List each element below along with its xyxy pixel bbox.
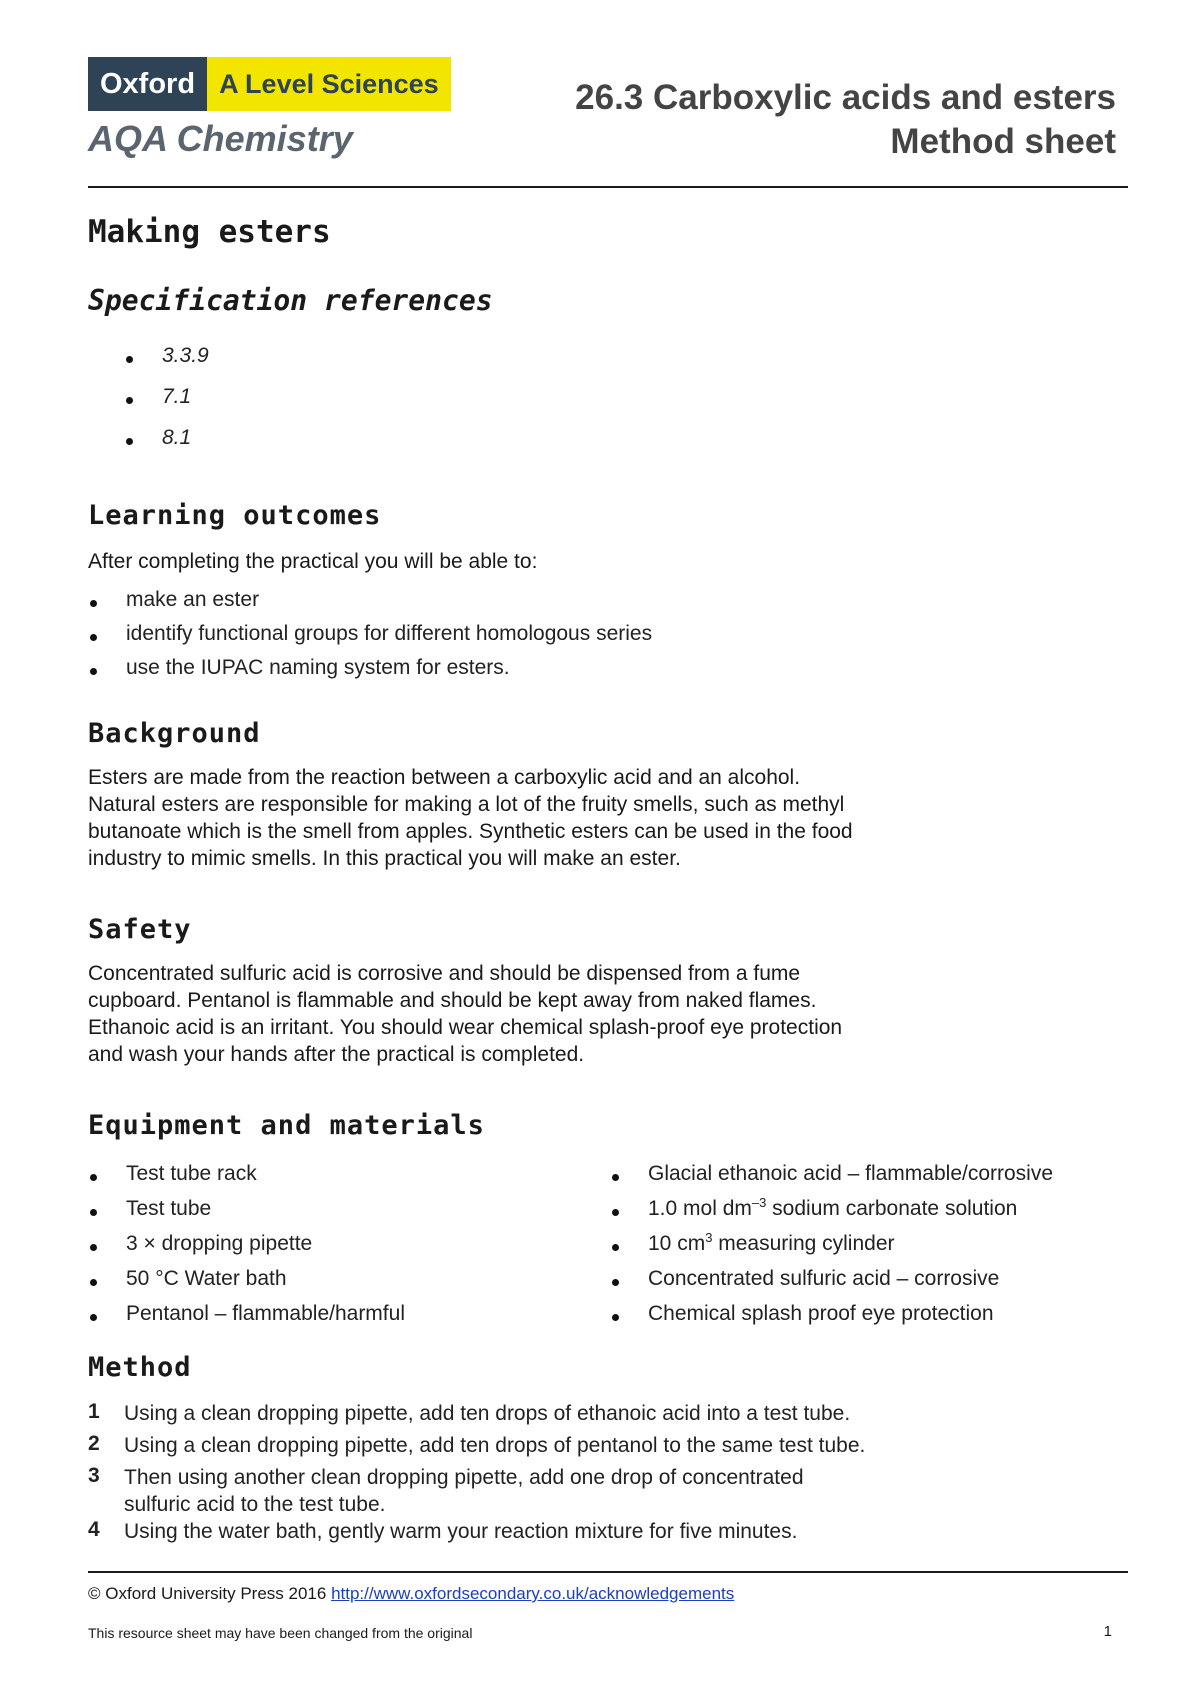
title-type: Method sheet bbox=[890, 122, 1116, 161]
learning-outcomes-intro: After completing the practical you will be able to: bbox=[88, 550, 538, 573]
brand-logo bbox=[88, 57, 451, 111]
bullet-icon bbox=[90, 1174, 97, 1181]
copyright-text: © Oxford University Press 2016 bbox=[88, 1584, 327, 1603]
list-item bbox=[126, 385, 209, 426]
equipment-item: 3 × dropping pipette bbox=[126, 1232, 313, 1255]
text-line: Concentrated sulfuric acid is corrosive and should be dispensed from a fume bbox=[88, 962, 801, 985]
equipment-list-left bbox=[90, 1162, 405, 1337]
equipment-text: 10 cm bbox=[648, 1232, 706, 1255]
bullet-icon bbox=[612, 1314, 619, 1321]
bullet-icon bbox=[90, 1279, 97, 1286]
bullet-icon bbox=[90, 1244, 97, 1251]
equipment-item: Test tube bbox=[126, 1197, 212, 1220]
bullet-icon bbox=[90, 1209, 97, 1216]
safety-heading: Safety bbox=[88, 914, 192, 945]
method-step bbox=[88, 1432, 865, 1464]
list-item bbox=[612, 1232, 1053, 1267]
spec-ref: 3.3.9 bbox=[162, 344, 209, 367]
text-line: industry to mimic smells. In this practical you will make an ester. bbox=[88, 847, 681, 870]
page-heading: Making esters bbox=[88, 214, 331, 250]
list-item bbox=[612, 1302, 1053, 1337]
bullet-icon bbox=[126, 438, 133, 445]
list-item bbox=[612, 1267, 1053, 1302]
bullet-icon bbox=[612, 1244, 619, 1251]
superscript: 3 bbox=[705, 1230, 713, 1245]
equipment-text: 1.0 mol dm bbox=[648, 1197, 752, 1220]
spec-refs-heading: Specification references bbox=[88, 284, 493, 317]
document-title bbox=[575, 76, 1116, 164]
text-line: and wash your hands after the practical is completed. bbox=[88, 1043, 585, 1066]
equipment-item: Test tube rack bbox=[126, 1162, 257, 1185]
outcome: identify functional groups for different homologous series bbox=[126, 622, 653, 645]
step-line: Using a clean dropping pipette, add ten drops of pentanol to the same test tube. bbox=[124, 1434, 866, 1457]
outcome: make an ester bbox=[126, 588, 260, 611]
bullet-icon bbox=[90, 668, 97, 675]
learning-outcomes-heading: Learning outcomes bbox=[88, 500, 382, 531]
header-divider bbox=[88, 186, 1128, 188]
list-item bbox=[90, 1232, 405, 1267]
list-item bbox=[90, 588, 652, 622]
footer-note: This resource sheet may have been changed from the original bbox=[88, 1625, 473, 1641]
list-item bbox=[90, 1302, 405, 1337]
acknowledgements-link[interactable]: http://www.oxfordsecondary.co.uk/acknowledgements bbox=[331, 1584, 735, 1603]
spec-ref: 7.1 bbox=[162, 385, 192, 408]
method-heading: Method bbox=[88, 1352, 192, 1383]
text-line: Esters are made from the reaction between a carboxylic acid and an alcohol. bbox=[88, 766, 801, 789]
brand-a-level-sciences: A Level Sciences bbox=[207, 57, 451, 111]
step-line: sulfuric acid to the test tube. bbox=[124, 1493, 386, 1516]
background-heading: Background bbox=[88, 718, 261, 749]
bullet-icon bbox=[612, 1209, 619, 1216]
step-line: Using a clean dropping pipette, add ten drops of ethanoic acid into a test tube. bbox=[124, 1402, 851, 1425]
bullet-icon bbox=[126, 356, 133, 363]
subject-title: AQA Chemistry bbox=[88, 118, 353, 159]
equipment-item: Pentanol – flammable/harmful bbox=[126, 1302, 405, 1325]
footer-divider bbox=[88, 1571, 1128, 1573]
bullet-icon bbox=[612, 1174, 619, 1181]
equipment-item: Concentrated sulfuric acid – corrosive bbox=[648, 1267, 1000, 1290]
list-item bbox=[90, 1267, 405, 1302]
step-number: 2 bbox=[88, 1432, 100, 1455]
step-line: Then using another clean dropping pipette, add one drop of concentrated bbox=[124, 1466, 804, 1489]
background-paragraph bbox=[88, 764, 988, 872]
bullet-icon bbox=[126, 397, 133, 404]
list-item bbox=[90, 1162, 405, 1197]
method-step bbox=[88, 1464, 865, 1518]
equipment-list-right bbox=[612, 1162, 1053, 1337]
bullet-icon bbox=[612, 1279, 619, 1286]
list-item bbox=[90, 656, 652, 690]
text-line: Natural esters are responsible for making a lot of the fruity smells, such as methyl bbox=[88, 793, 845, 816]
list-item bbox=[612, 1197, 1053, 1232]
safety-paragraph bbox=[88, 960, 988, 1068]
equipment-text: sodium carbonate solution bbox=[766, 1197, 1018, 1220]
step-line: Using the water bath, gently warm your reaction mixture for five minutes. bbox=[124, 1520, 798, 1543]
step-text bbox=[124, 1400, 865, 1427]
spec-ref: 8.1 bbox=[162, 426, 192, 449]
footer-copyright bbox=[88, 1584, 734, 1604]
bullet-icon bbox=[90, 600, 97, 607]
equipment-text: measuring cylinder bbox=[712, 1232, 895, 1255]
spec-refs-list bbox=[126, 344, 209, 467]
list-item bbox=[126, 426, 209, 467]
step-text bbox=[124, 1518, 865, 1545]
list-item bbox=[612, 1162, 1053, 1197]
equipment-item: 50 °C Water bath bbox=[126, 1267, 287, 1290]
step-number: 4 bbox=[88, 1518, 100, 1541]
learning-outcomes-list bbox=[90, 588, 652, 690]
equipment-item bbox=[648, 1232, 1053, 1256]
title-topic: 26.3 Carboxylic acids and esters bbox=[575, 78, 1116, 117]
equipment-item: Chemical splash proof eye protection bbox=[648, 1302, 994, 1325]
superscript: –3 bbox=[751, 1195, 767, 1210]
page-number: 1 bbox=[1103, 1623, 1112, 1640]
method-step bbox=[88, 1400, 865, 1432]
equipment-item bbox=[648, 1197, 1053, 1221]
text-line: cupboard. Pentanol is flammable and should be kept away from naked flames. bbox=[88, 989, 817, 1012]
brand-oxford: Oxford bbox=[88, 57, 207, 111]
equipment-item: Glacial ethanoic acid – flammable/corrosive bbox=[648, 1162, 1054, 1185]
step-number: 1 bbox=[88, 1400, 100, 1423]
list-item bbox=[90, 622, 652, 656]
step-text bbox=[124, 1464, 865, 1518]
text-line: Ethanoic acid is an irritant. You should wear chemical splash-proof eye protection bbox=[88, 1016, 843, 1039]
method-step bbox=[88, 1518, 865, 1550]
step-number: 3 bbox=[88, 1464, 100, 1487]
step-text bbox=[124, 1432, 865, 1459]
list-item bbox=[90, 1197, 405, 1232]
bullet-icon bbox=[90, 1314, 97, 1321]
equipment-heading: Equipment and materials bbox=[88, 1110, 485, 1141]
method-steps bbox=[88, 1400, 865, 1550]
outcome: use the IUPAC naming system for esters. bbox=[126, 656, 510, 679]
list-item bbox=[126, 344, 209, 385]
bullet-icon bbox=[90, 634, 97, 641]
text-line: butanoate which is the smell from apples. Synthetic esters can be used in the food bbox=[88, 820, 853, 843]
